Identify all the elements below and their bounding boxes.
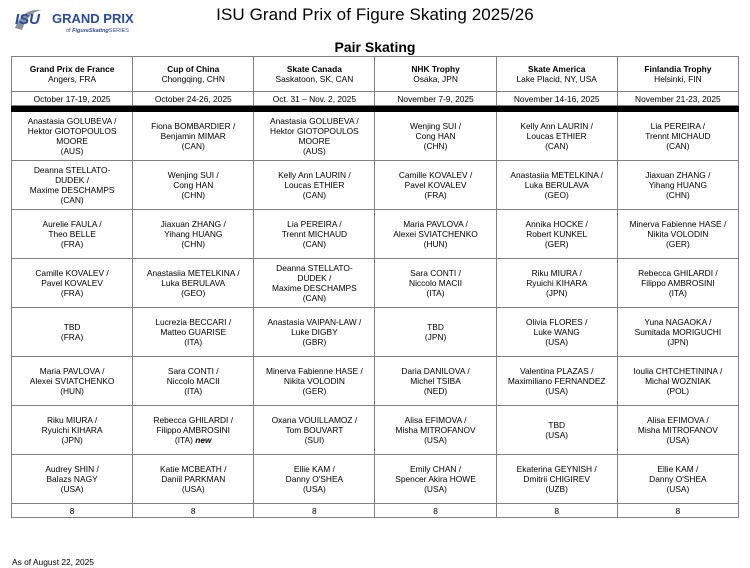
pair-line: Luka BERULAVA (524, 180, 589, 190)
pair-line: (ITA) (426, 288, 445, 298)
pair-line: Anastasiia METELKINA / (146, 268, 240, 278)
event-location: Osaka, JPN (413, 74, 458, 84)
pair-entry (496, 357, 617, 406)
pair-line: (HUN) (423, 239, 448, 249)
pair-entry (375, 455, 496, 504)
logo-sub-suffix: SERIES (108, 28, 129, 34)
pair-line: Anastasia GOLUBEVA / (27, 116, 117, 126)
event-dates: Oct. 31 – Nov. 2, 2025 (254, 92, 375, 106)
pair-line: Hektor GIOTOPOULOS (270, 126, 359, 136)
pair-line: (USA) (545, 430, 569, 440)
event-header (254, 57, 375, 92)
pair-entry (496, 308, 617, 357)
pair-line: (USA) (181, 484, 205, 494)
pair-entry (496, 210, 617, 259)
pair-line: Deanna STELLATO- (276, 263, 353, 273)
pair-line: (HUN) (60, 386, 84, 396)
pair-line: Lia PEREIRA / (287, 219, 342, 229)
pair-line: Maxime DESCHAMPS (29, 185, 115, 195)
pair-line: Ryuichi KIHARA (41, 425, 103, 435)
page-title: ISU Grand Prix of Figure Skating 2025/26 (216, 5, 534, 24)
pair-entry (133, 161, 254, 210)
pair-entry (617, 210, 738, 259)
pair-line: DUDEK / (297, 273, 332, 283)
pair-line: Alisa EFIMOVA / (404, 415, 467, 425)
pair-line: (FRA) (60, 332, 84, 342)
pair-line: Trennt MICHAUD (281, 229, 348, 239)
table-row (12, 406, 739, 455)
pair-line: Oxana VOUILLAMOZ / (271, 415, 358, 425)
pair-line (135, 435, 251, 445)
event-location: Angers, FRA (48, 74, 97, 84)
pair-line: Filippo AMBROSINI (641, 278, 715, 288)
pair-line: Anastasia GOLUBEVA / (270, 116, 359, 126)
pair-line: Michal WOZNIAK (645, 376, 711, 386)
pair-line: (CHN) (666, 190, 690, 200)
pair-line: Yihang HUANG (164, 229, 223, 239)
event-name: Cup of China (167, 64, 220, 74)
entry-count: 8 (375, 504, 496, 518)
pair-entry (375, 112, 496, 161)
table-row (12, 308, 739, 357)
event-location: Lake Placid, NY, USA (516, 74, 597, 84)
pair-entry (133, 112, 254, 161)
event-header (617, 57, 738, 92)
event-header (12, 57, 133, 92)
pair-entry (133, 455, 254, 504)
pair-entry (133, 259, 254, 308)
pair-line: Filippo AMBROSINI (156, 425, 230, 435)
pair-line: (GER) (666, 239, 690, 249)
pair-line: Olivia FLORES / (525, 317, 588, 327)
pair-line: Ekaterina GEYNISH / (516, 464, 597, 474)
pair-line: Benjamin MIMAR (160, 131, 226, 141)
pair-line: MOORE (56, 136, 88, 146)
pair-line: Yihang HUANG (648, 180, 708, 190)
pair-entry (617, 112, 738, 161)
pair-entry (496, 455, 617, 504)
table-row (12, 455, 739, 504)
pair-line: (USA) (302, 484, 326, 494)
pair-entry (254, 455, 375, 504)
pair-line: Deanna STELLATO- (33, 165, 111, 175)
pair-line: TBD (427, 322, 444, 332)
event-dates: November 7-9, 2025 (375, 92, 496, 106)
pair-line: Luke WANG (533, 327, 580, 337)
pair-line: Maria PAVLOVA / (39, 366, 105, 376)
pair-line: (USA) (424, 435, 447, 445)
pair-line: Katie MCBEATH / (160, 464, 227, 474)
pair-line: Alisa EFIMOVA / (647, 415, 709, 425)
pair-line: (CHN) (423, 141, 448, 151)
pair-line: (SUI) (304, 435, 325, 445)
pair-line: (USA) (545, 337, 569, 347)
pair-line: (POL) (666, 386, 690, 396)
pair-line: Maximiliano FERNANDEZ (507, 376, 606, 386)
pair-line: Kelly Ann LAURIN / (520, 121, 594, 131)
pair-entry (12, 406, 133, 455)
pair-line: Maxime DESCHAMPS (272, 283, 357, 293)
pair-line: Balazs NAGY (46, 474, 98, 484)
pair-nation: (ITA) (174, 435, 196, 445)
event-dates: November 21-23, 2025 (617, 92, 738, 106)
event-dates: October 17-19, 2025 (12, 92, 133, 106)
as-of-date: As of August 22, 2025 (12, 557, 94, 567)
pair-line: Danny O'SHEA (649, 474, 707, 484)
pair-entry (12, 455, 133, 504)
entry-count: 8 (12, 504, 133, 518)
pair-line: (CAN) (302, 190, 327, 200)
pair-line: Misha MITROFANOV (637, 425, 718, 435)
table-row (12, 112, 739, 161)
event-header (133, 57, 254, 92)
pair-line: Michel TSIBA (410, 376, 461, 386)
pair-line: Niccolo MACII (409, 278, 463, 288)
pair-line: (UZB) (545, 484, 568, 494)
pair-line: Luka BERULAVA (161, 278, 226, 288)
event-header (375, 57, 496, 92)
pair-line: (ITA) (184, 386, 203, 396)
pair-entry (375, 406, 496, 455)
event-name: Skate America (527, 64, 586, 74)
pair-entry (617, 357, 738, 406)
entry-count-row (12, 504, 739, 518)
pair-line: Alexei SVIATCHENKO (29, 376, 115, 386)
pair-line: Annika HOCKE / (525, 219, 588, 229)
pair-line: Sumitada MORIGUCHI (634, 327, 722, 337)
pair-line: (ITA) (668, 288, 687, 298)
pair-line: Jiaxuan ZHANG / (645, 170, 711, 180)
pair-entry (12, 259, 133, 308)
pair-line: TBD (63, 322, 81, 332)
pair-line: Hektor GIOTOPOULOS (27, 126, 117, 136)
pair-line: Wenjing SUI / (167, 170, 219, 180)
pair-entry (254, 308, 375, 357)
logo-sub-prefix: of (66, 28, 73, 34)
pair-line: (USA) (666, 435, 690, 445)
pair-line: Anastasiia METELKINA / (510, 170, 604, 180)
pair-line: Anastasia VAIPAN-LAW / (267, 317, 362, 327)
pair-line: (CHN) (181, 239, 206, 249)
pair-entry (375, 357, 496, 406)
pair-entry (254, 259, 375, 308)
pair-line: Matteo GUARISE (160, 327, 227, 337)
new-tag: new (195, 435, 212, 445)
pair-line: (JPN) (424, 332, 447, 342)
pair-entry (12, 210, 133, 259)
pair-entry (617, 455, 738, 504)
pair-line: Loucas ETHIER (284, 180, 345, 190)
event-dates: November 14-16, 2025 (496, 92, 617, 106)
pair-entry (375, 210, 496, 259)
pair-entry (12, 308, 133, 357)
pair-line: Nikita VOLODIN (647, 229, 709, 239)
pair-line: (CAN) (545, 141, 569, 151)
pair-entry (254, 357, 375, 406)
event-dates: October 24-26, 2025 (133, 92, 254, 106)
pair-line: Audrey SHIN / (45, 464, 99, 474)
event-name: NHK Trophy (411, 64, 460, 74)
pair-entry (496, 259, 617, 308)
pair-line: Fiona BOMBARDIER / (151, 121, 236, 131)
pair-line: (CAN) (302, 239, 327, 249)
pair-entry (617, 259, 738, 308)
pair-entry (133, 308, 254, 357)
pair-line: (GER) (302, 386, 327, 396)
pair-line: Yuna NAGAOKA / (644, 317, 712, 327)
pair-entry (496, 112, 617, 161)
event-name: Skate Canada (286, 64, 342, 74)
pair-line: Loucas ETHIER (526, 131, 587, 141)
pair-line: TBD (548, 420, 566, 430)
pair-line: Valentina PLAZAS / (520, 366, 594, 376)
pair-line: Jiaxuan ZHANG / (160, 219, 226, 229)
pair-line: (AUS) (60, 146, 84, 156)
pair-entry (133, 357, 254, 406)
pair-line: Robert KUNKEL (526, 229, 588, 239)
pair-line: Camille KOVALEV / (35, 268, 109, 278)
pair-line: Spencer Akira HOWE (395, 474, 476, 484)
pair-line: Maria PAVLOVA / (403, 219, 468, 229)
pair-line: (CAN) (302, 293, 327, 303)
pair-line: MOORE (298, 136, 331, 146)
event-location: Helsinki, FIN (654, 74, 702, 84)
pair-line: (USA) (666, 484, 690, 494)
pair-line: (GEO) (544, 190, 569, 200)
pair-line: (USA) (60, 484, 84, 494)
logo-sub-script: FigureSkating (72, 28, 109, 34)
pair-line: (CHN) (181, 190, 206, 200)
event-location: Chongqing, CHN (161, 74, 225, 84)
pair-line: Dmitrii CHIGIREV (523, 474, 590, 484)
table-row (12, 259, 739, 308)
pair-line: (GER) (544, 239, 569, 249)
pair-line: Camille KOVALEV / (398, 170, 473, 180)
pair-entry (133, 210, 254, 259)
pair-line: Theo BELLE (48, 229, 96, 239)
table-row (12, 161, 739, 210)
pair-line: Wenjing SUI / (410, 121, 462, 131)
pair-line: Tom BOUVART (285, 425, 344, 435)
pair-entry (617, 406, 738, 455)
pair-line: Luke DIGBY (291, 327, 338, 337)
pair-line: (NED) (423, 386, 448, 396)
pair-line: Rebecca GHILARDI / (638, 268, 718, 278)
pair-line: Misha MITROFANOV (395, 425, 476, 435)
pair-line: Cong HAN (415, 131, 456, 141)
entries-table (11, 56, 739, 518)
pair-line: Danny O'SHEA (285, 474, 344, 484)
pair-line: (FRA) (424, 190, 447, 200)
pair-line: (CAN) (181, 141, 205, 151)
logo-brand-text: GRAND PRIX (52, 11, 134, 26)
pair-line: Alexei SVIATCHENKO (393, 229, 478, 239)
pair-line: Sara CONTI / (410, 268, 461, 278)
pair-line: (USA) (545, 386, 569, 396)
pair-line: Rebecca GHILARDI / (153, 415, 234, 425)
pair-line: Kelly Ann LAURIN / (278, 170, 351, 180)
pair-entry (375, 161, 496, 210)
event-name: Finlandia Trophy (644, 64, 712, 74)
pair-line: Lucrezia BECCARI / (155, 317, 232, 327)
pair-entry (617, 161, 738, 210)
pair-line: (JPN) (546, 288, 568, 298)
logo-sub-text (66, 28, 129, 34)
pair-line: Trennt MICHAUD (645, 131, 711, 141)
pair-line: Riku MIURA / (46, 415, 98, 425)
event-name: Grand Prix de France (29, 64, 115, 74)
discipline-subtitle: Pair Skating (334, 39, 416, 55)
entry-count: 8 (496, 504, 617, 518)
pair-line: (GBR) (302, 337, 327, 347)
pair-line: Daria DANILOVA / (401, 366, 470, 376)
event-dates-row (12, 92, 739, 106)
pair-entry (375, 308, 496, 357)
pair-entry (133, 406, 254, 455)
pair-line: DUDEK / (55, 175, 90, 185)
entry-count: 8 (254, 504, 375, 518)
table-row (12, 357, 739, 406)
pair-line: Ryuichi KIHARA (526, 278, 588, 288)
pair-line: Riku MIURA / (531, 268, 582, 278)
pair-line: Ioulia CHTCHETININA / (633, 366, 723, 376)
pair-line: Ellie KAM / (293, 464, 335, 474)
pair-line: (FRA) (60, 239, 84, 249)
pair-entry (496, 406, 617, 455)
pair-line: Ellie KAM / (657, 464, 699, 474)
pair-line: Emily CHAN / (409, 464, 462, 474)
pair-line: Minerva Fabienne HASE / (265, 366, 363, 376)
pair-line: Minerva Fabienne HASE / (629, 219, 727, 229)
pair-entry (496, 161, 617, 210)
pair-entry (12, 357, 133, 406)
table-row (12, 210, 739, 259)
pair-line: Cong HAN (173, 180, 214, 190)
pair-line: Daniil PARKMAN (161, 474, 226, 484)
pair-line: (AUS) (302, 146, 326, 156)
pair-entry (254, 406, 375, 455)
pair-line: (ITA) (184, 337, 203, 347)
pair-entry (254, 112, 375, 161)
pair-line: (JPN) (61, 435, 83, 445)
event-location: Saskatoon, SK, CAN (275, 74, 354, 84)
pair-line: Niccolo MACII (166, 376, 220, 386)
event-header-row (12, 57, 739, 92)
logo-isu-text: ISU (15, 11, 41, 28)
pair-entry (12, 161, 133, 210)
pair-entry (375, 259, 496, 308)
pair-line: (GEO) (181, 288, 206, 298)
pair-entry (12, 112, 133, 161)
pair-line: Lia PEREIRA / (650, 121, 706, 131)
pair-line: Sara CONTI / (167, 366, 219, 376)
entry-count: 8 (617, 504, 738, 518)
pair-line: (USA) (424, 484, 447, 494)
pair-line: Nikita VOLODIN (283, 376, 345, 386)
pair-line: (CAN) (60, 195, 84, 205)
pair-entry (254, 161, 375, 210)
pair-entry (254, 210, 375, 259)
entries-body (12, 92, 739, 518)
pair-entry (617, 308, 738, 357)
pair-line: (CAN) (666, 141, 690, 151)
pair-line: Pavel KOVALEV (41, 278, 103, 288)
pair-line: Pavel KOVALEV (404, 180, 467, 190)
pair-line: Aurelie FAULA / (42, 219, 102, 229)
pair-line: (JPN) (667, 337, 689, 347)
pair-line: (FRA) (60, 288, 84, 298)
entry-count: 8 (133, 504, 254, 518)
event-header (496, 57, 617, 92)
